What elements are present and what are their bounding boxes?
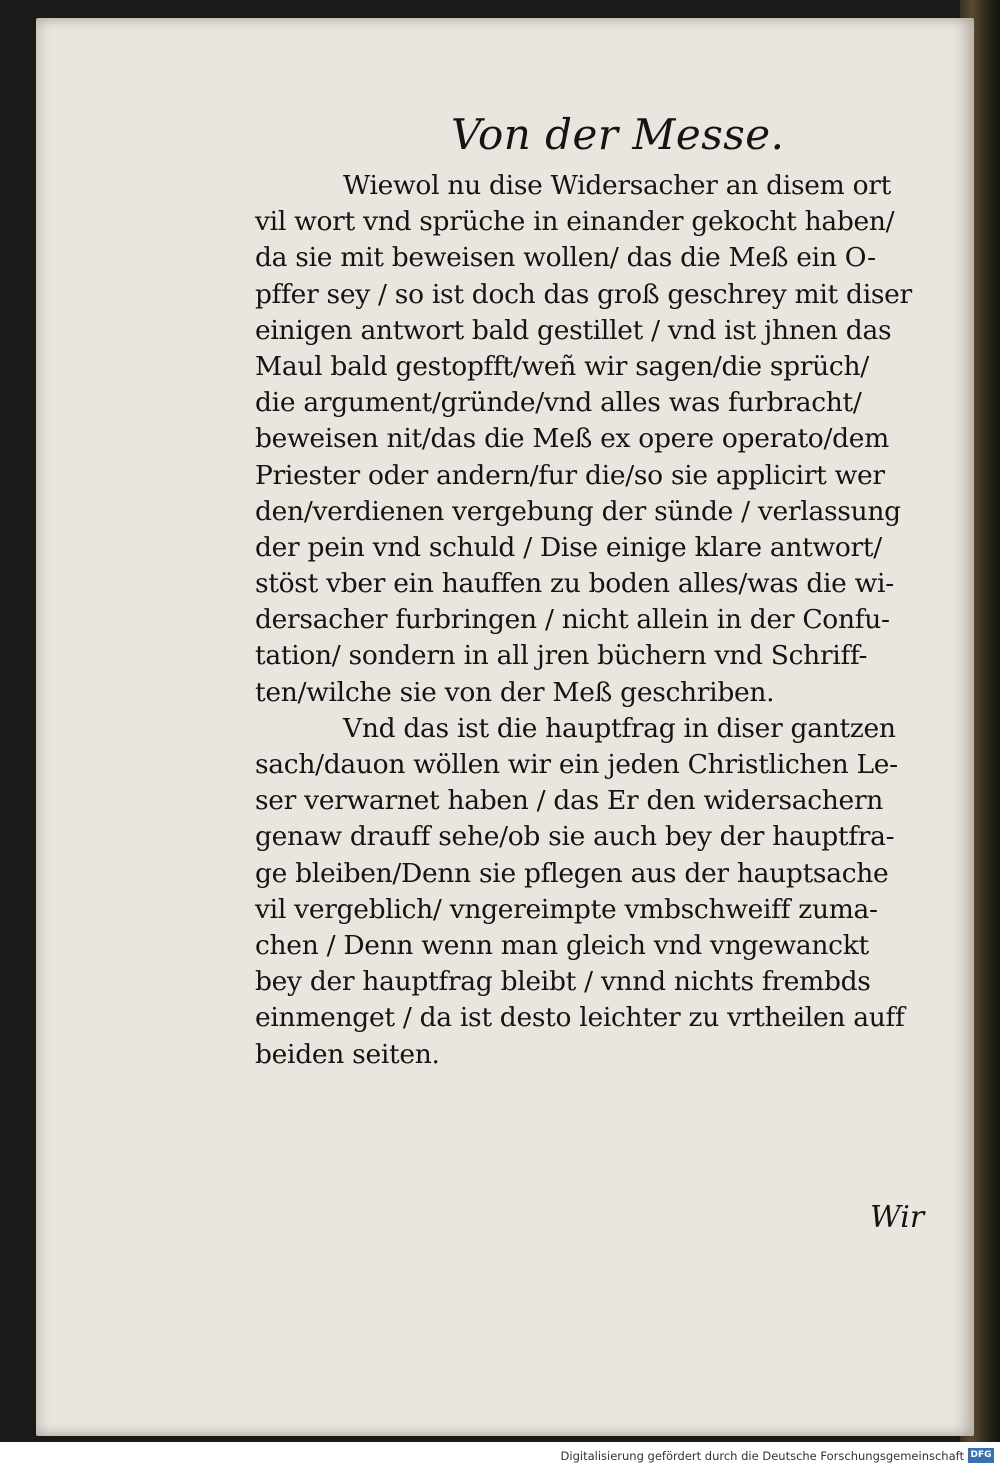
text-line: stöst vber ein hauffen zu boden alles/was die wi- <box>255 568 894 600</box>
text-line: tation/ sondern in all jren büchern vnd Schriff- <box>255 640 868 672</box>
page-heading: Von der Messe. <box>451 110 785 159</box>
text-line: den/verdienen vergebung der sünde / verlassung <box>255 495 901 527</box>
text-line: Wiewol nu dise Widersacher an disem ort <box>343 170 891 201</box>
catchword: Wir <box>870 1200 925 1235</box>
text-line: einigen antwort bald gestillet / vnd ist jhnen das <box>255 314 892 346</box>
text-line: vil wort vnd sprüche in einander gekocht haben/ <box>255 206 895 238</box>
text-line: Maul bald gestopfft/weñ wir sagen/die sprüch/ <box>255 350 869 382</box>
text-line: Priester oder andern/fur die/so sie applicirt wer <box>255 459 885 491</box>
text-line: der pein vnd schuld / Dise einige klare antwort/ <box>255 531 882 563</box>
paragraph-2 <box>255 711 955 1073</box>
dfg-logo-icon: DFG <box>968 1448 994 1463</box>
text-line: da sie mit beweisen wollen/ das die Meß ein O- <box>255 242 876 274</box>
text-line: beweisen nit/das die Meß ex opere operato/dem <box>255 423 889 455</box>
text-line: vil vergeblich/ vngereimpte vmbschweiff zuma- <box>255 893 878 925</box>
funding-credit: Digitalisierung gefördert durch die Deutsche Forschungsgemeinschaft <box>560 1449 964 1463</box>
text-line: pffer sey / so ist doch das groß geschrey mit diser <box>255 278 912 310</box>
page-text <box>255 108 955 1073</box>
paragraph-1 <box>255 168 955 711</box>
text-line: genaw drauff sehe/ob sie auch bey der hauptfra- <box>255 821 895 853</box>
text-line: ge bleiben/Denn sie pflegen aus der hauptsache <box>255 857 889 889</box>
text-line: Vnd das ist die hauptfrag in diser gantzen <box>343 712 896 744</box>
text-line: ten/wilche sie von der Meß geschriben. <box>255 676 775 708</box>
text-line: beiden seiten. <box>255 1038 440 1070</box>
text-line: sach/dauon wöllen wir ein jeden Christlichen Le- <box>255 749 898 780</box>
text-line: ser verwarnet haben / das Er den widersachern <box>255 785 884 817</box>
text-line: die argument/gründe/vnd alles was furbracht/ <box>255 387 862 419</box>
text-line: chen / Denn wenn man gleich vnd vngewanckt <box>255 929 869 961</box>
text-line: bey der hauptfrag bleibt / vnnd nichts frembds <box>255 966 871 998</box>
footer-bar <box>0 1442 1000 1470</box>
text-line: einmenget / da ist desto leichter zu vrtheilen auff <box>255 1002 905 1034</box>
text-line: dersacher furbringen / nicht allein in der Confu- <box>255 604 890 636</box>
